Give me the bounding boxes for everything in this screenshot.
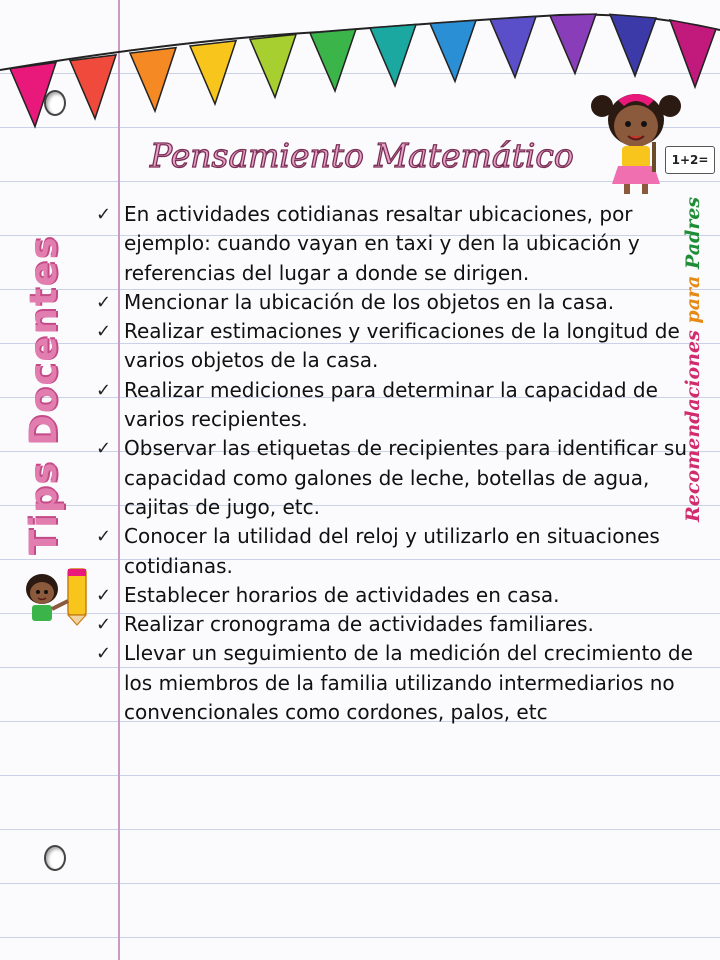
list-item	[90, 288, 705, 317]
tips-docentes-label: Tips Docentes	[22, 235, 65, 555]
pennant-flag	[250, 34, 296, 97]
pennant-flag	[10, 62, 56, 126]
check-icon: ✓	[96, 584, 112, 606]
recommendations-word: Recomendaciones	[682, 330, 704, 522]
tip-text: Mencionar la ubicación de los objetos en la casa.	[124, 289, 615, 314]
pennant-flag	[370, 24, 416, 85]
pennant-flag	[670, 20, 716, 87]
tip-text: Realizar mediciones para determinar la capacidad de varios recipientes.	[124, 377, 658, 432]
list-item	[90, 581, 705, 610]
recommendations-word-padres: Padres	[682, 196, 704, 270]
list-item	[90, 639, 705, 727]
pennant-flag	[70, 55, 116, 119]
math-card: 1+2=	[665, 146, 715, 174]
pennant-flag	[550, 14, 596, 74]
list-item	[90, 522, 705, 581]
binder-hole-icon	[44, 845, 66, 871]
page-title: Pensamiento Matemático	[150, 136, 574, 175]
tip-text: Establecer horarios de actividades en casa.	[124, 582, 560, 607]
tip-text: Realizar estimaciones y verificaciones de la longitud de varios objetos de la casa.	[124, 319, 680, 373]
recommendations-word-para: para	[682, 275, 704, 324]
pennant-flag	[310, 29, 356, 91]
pennant-flag	[610, 14, 656, 76]
pennant-flag	[430, 20, 476, 81]
list-item	[90, 317, 705, 376]
list-item	[90, 434, 705, 522]
tip-text: Observar las etiquetas de recipientes para identificar su capacidad como galones de leche, botellas de agua, cajitas de jugo, etc.	[124, 436, 687, 519]
check-icon: ✓	[96, 379, 112, 401]
list-item	[90, 610, 705, 639]
check-icon: ✓	[96, 643, 112, 665]
tip-text: En actividades cotidianas resaltar ubicaciones, por ejemplo: cuando vayan en taxi y den la ubicación y referencias del lugar a donde se dirigen.	[124, 202, 640, 285]
check-icon: ✓	[96, 321, 112, 343]
pennant-flag	[130, 48, 176, 112]
tips-list	[90, 200, 705, 727]
pennant-flag	[190, 41, 236, 104]
check-icon: ✓	[96, 526, 112, 548]
tip-text: Conocer la utilidad del reloj y utilizarlo en situaciones cotidianas.	[124, 524, 660, 578]
list-item	[90, 200, 705, 288]
list-item	[90, 376, 705, 435]
check-icon: ✓	[96, 614, 112, 636]
tip-text: Llevar un seguimiento de la medición del crecimiento de los miembros de la familia utilizando intermediarios no convencionales como cordones, palos, etc	[124, 641, 693, 725]
tip-text: Realizar cronograma de actividades familiares.	[124, 612, 594, 637]
check-icon: ✓	[96, 291, 112, 313]
check-icon: ✓	[96, 204, 112, 225]
girl-illustration	[588, 86, 684, 196]
kid-pencil-illustration	[18, 565, 100, 627]
pennant-flag	[490, 16, 536, 77]
check-icon: ✓	[96, 438, 112, 460]
